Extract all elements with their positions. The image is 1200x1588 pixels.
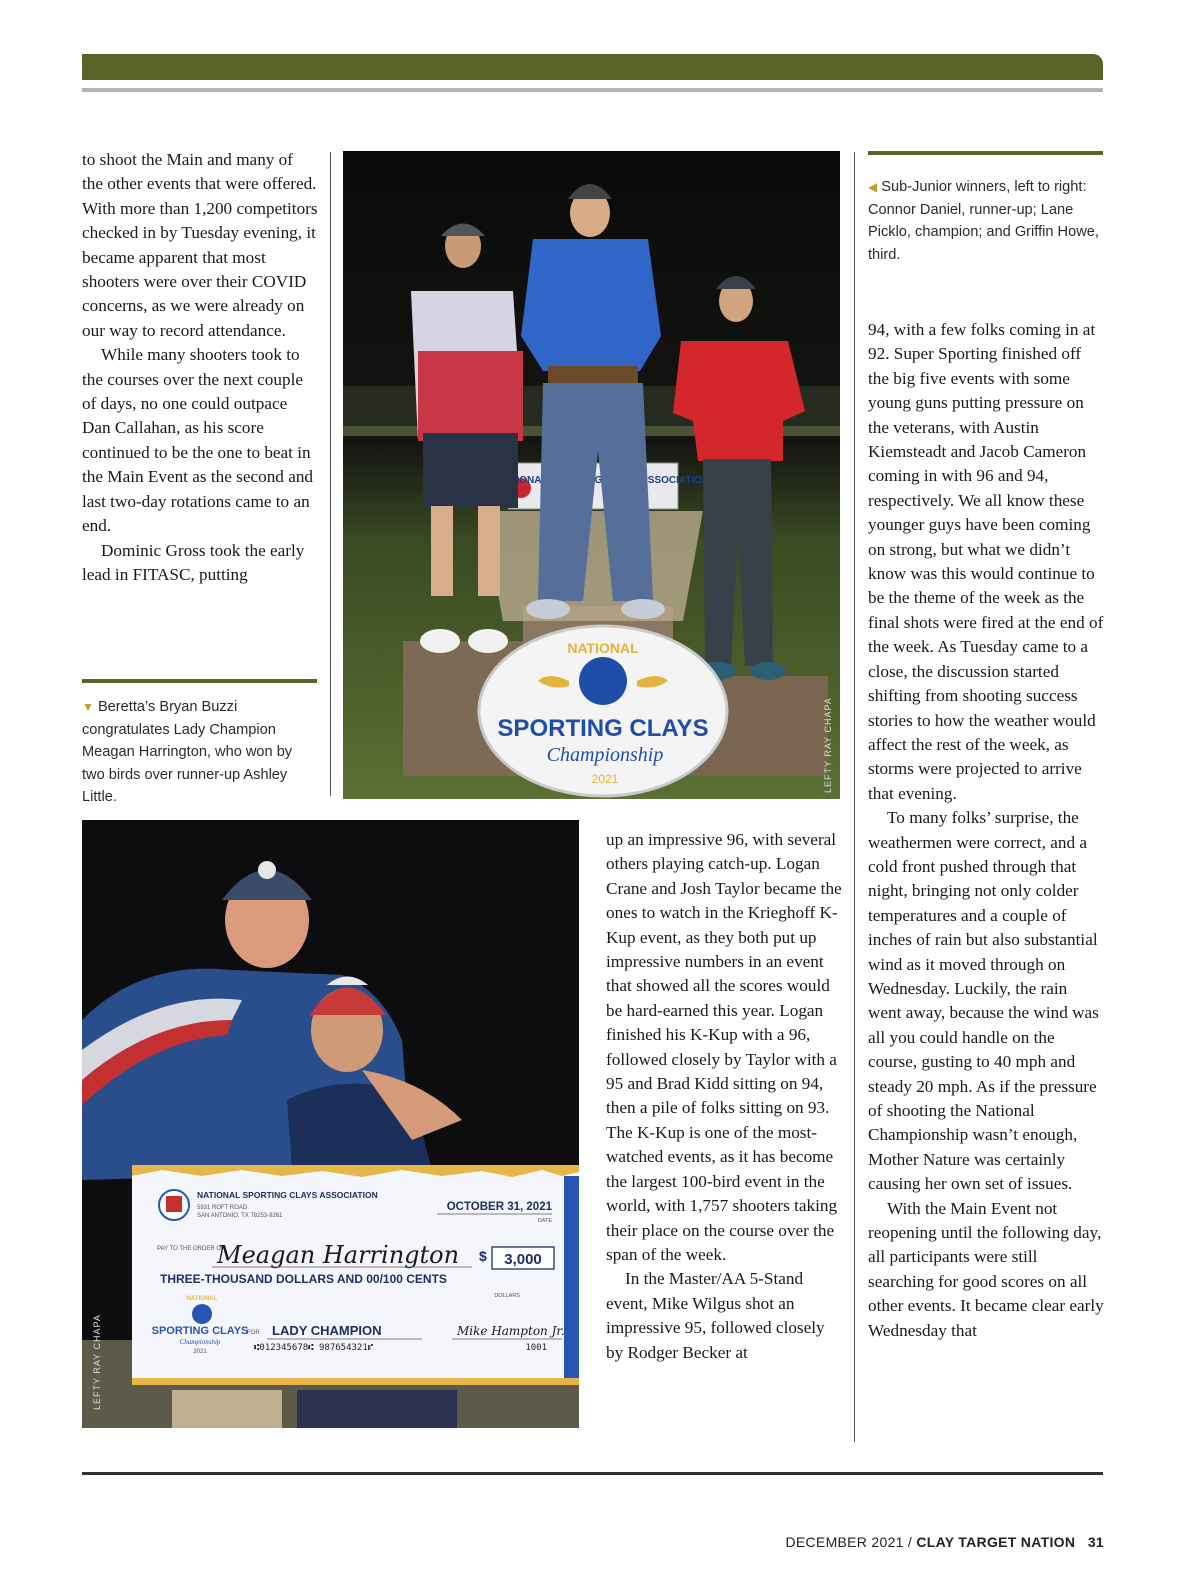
podium-photo bbox=[343, 151, 840, 799]
footer-magazine: CLAY TARGET NATION bbox=[916, 1534, 1076, 1550]
check-address-2: SAN ANTONIO, TX 78253-9261 bbox=[197, 1213, 283, 1219]
check-dollars-label: DOLLARS bbox=[494, 1293, 520, 1299]
check-logo-top: NATIONAL bbox=[186, 1296, 218, 1302]
photo-caption-lady-champion: ▼ Beretta’s Bryan Buzzi congratulates Lady Champion Meagan Harrington, who won by two birds over runner-up Ashley Little. bbox=[82, 699, 293, 806]
check-date-label: DATE bbox=[537, 1218, 552, 1224]
paragraph: 94, with a few folks coming in at 92. Super Sporting finished off the big five events with some young guns putting pressure on the veterans, with Austin Kiemsteadt and Jacob Cameron coming in with 96 and 94, respectively. We all know these younger guys have been coming on strong, but what we didn’t know was this would continue to be the theme of the week as the final shots were fired at the end of the week. As Tuesday came to a close, the discussion started shifting from shooting success stories to how the weather would affect the rest of the week, as storms were projected to arrive that evening. bbox=[868, 320, 1104, 803]
check-logo-main: SPORTING CLAYS bbox=[151, 1325, 249, 1337]
check-org: NATIONAL SPORTING CLAYS ASSOCIATION bbox=[197, 1190, 378, 1200]
column-divider bbox=[854, 152, 855, 1442]
check-signature: Mike Hampton Jr. bbox=[457, 1324, 565, 1338]
caption-rule bbox=[868, 151, 1103, 155]
sign-script-text: Championship bbox=[546, 744, 664, 766]
check-payee: Meagan Harrington bbox=[217, 1241, 460, 1269]
photo-caption-sub-junior: ◀ Sub-Junior winners, left to right: Connor Daniel, runner-up; Lane Picklo, champion; and Griffin Howe, third. bbox=[868, 179, 1099, 263]
caption-down-triangle-icon: ▼ bbox=[82, 700, 94, 714]
footer-issue: DECEMBER 2021 / bbox=[785, 1534, 913, 1550]
photo-credit: LEFTY RAY CHAPA bbox=[823, 697, 833, 793]
page-footer bbox=[785, 1534, 1104, 1550]
check-amount: 3,000 bbox=[504, 1251, 542, 1268]
check-amount-words: THREE-THOUSAND DOLLARS AND 00/100 CENTS bbox=[160, 1272, 447, 1286]
check-memo: LADY CHAMPION bbox=[272, 1323, 382, 1338]
svg-text:$: $ bbox=[479, 1248, 487, 1264]
lady-champion-photo bbox=[82, 820, 579, 1428]
check-number: 1001 bbox=[525, 1343, 547, 1353]
header-bar bbox=[82, 54, 1103, 80]
sign-top-text: NATIONAL bbox=[567, 640, 639, 656]
paragraph: to shoot the Main and many of the other events that were offered. With more than 1,200 competitors checked in by Tuesday evening, it became apparent that most shooters were over their COVID concerns, as we were already on our way to record attendance. bbox=[82, 150, 318, 340]
check-date: OCTOBER 31, 2021 bbox=[446, 1201, 552, 1213]
column-divider bbox=[330, 152, 331, 796]
sign-main-text: SPORTING CLAYS bbox=[497, 715, 709, 742]
paragraph: With the Main Event not reopening until the following day, all participants were still searching for good scores on all other events. It became clear early Wednesday that bbox=[868, 1198, 1104, 1340]
footer-rule bbox=[82, 1472, 1103, 1475]
header-rule bbox=[82, 88, 1103, 92]
check-address-1: 5931 ROFT ROAD bbox=[197, 1205, 248, 1211]
check-pay-label: PAY TO THE ORDER OF bbox=[157, 1246, 225, 1252]
check-logo-sub: Championship bbox=[179, 1338, 221, 1346]
article-column-4 bbox=[868, 318, 1104, 1343]
sign-year-text: 2021 bbox=[591, 772, 619, 786]
paragraph: In the Master/AA 5-Stand event, Mike Wilgus shot an impressive 95, followed closely by Rodger Becker at bbox=[606, 1269, 825, 1362]
paragraph: up an impressive 96, with several others playing catch-up. Logan Crane and Josh Taylor became the ones to watch in the Krieghoff K-Kup event, as they both put up impressive numbers in an event that showed all the scores would be hard-earned this year. Logan finished his K-Kup with a 96, followed closely by Taylor with a 95 and Brad Kidd sitting on 94, then a pile of folks sitting on 93. The K-Kup is one of the most-watched events, as it has become the largest 100-bird event in the world, with 1,757 shooters taking their place on the course over the span of the week. bbox=[606, 830, 842, 1264]
article-column-1 bbox=[82, 148, 318, 587]
paragraph: Dominic Gross took the early lead in FITASC, putting bbox=[82, 540, 305, 584]
photo-credit: LEFTY RAY CHAPA bbox=[92, 1314, 102, 1410]
paragraph: While many shooters took to the courses over the next couple of days, no one could outpace Dan Callahan, as his score continued to be the one to beat in the Main Event as the second and last two-day rotations came to an end. bbox=[82, 345, 314, 536]
paragraph: To many folks’ surprise, the weathermen were correct, and a cold front pushed through that night, bringing not only colder temperatures and a couple of inches of rain but also substantial wind as it moved through on Wednesday. Luckily, the rain went away, because the wind was all you could handle on the course, gusting to 40 mph and steady 20 mph. As if the pressure of shooting the National Championship wasn’t enough, Mother Nature was certainly causing her own set of issues. bbox=[868, 808, 1099, 1194]
check-for-label: FOR bbox=[247, 1330, 260, 1336]
check-micr: ⑆012345678⑆ 987654321⑈ bbox=[254, 1343, 374, 1353]
page-number: 31 bbox=[1087, 1534, 1104, 1550]
article-column-3 bbox=[606, 828, 842, 1365]
caption-rule bbox=[82, 679, 317, 683]
caption-left-triangle-icon: ◀ bbox=[868, 180, 878, 194]
check-logo-year: 2021 bbox=[193, 1349, 207, 1355]
banner-text: NATIONAL ASSOCIATION bbox=[496, 475, 710, 486]
